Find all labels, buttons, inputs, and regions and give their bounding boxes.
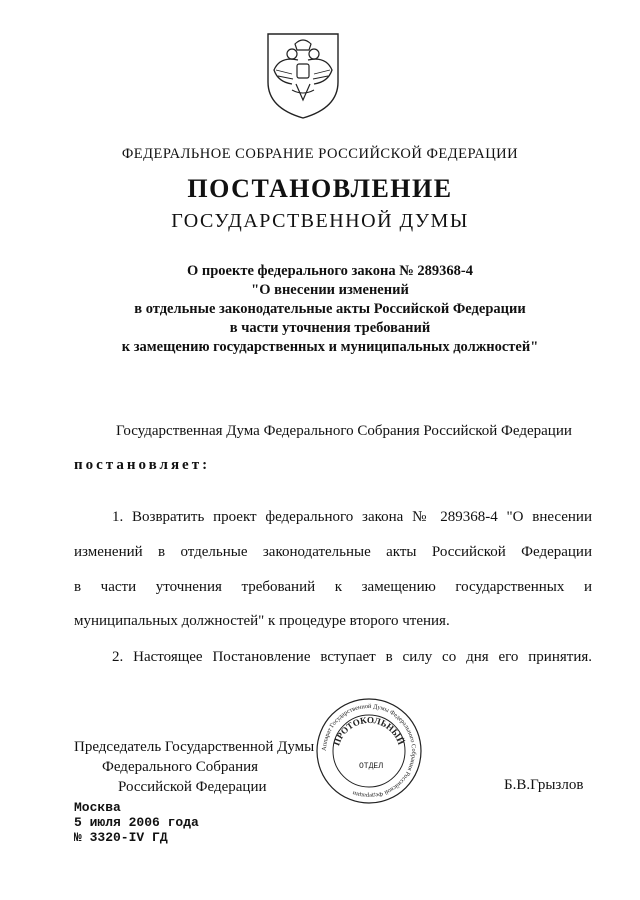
seal-ring-text: Аппарат Государственной Думы Федерального Собрания Российской Федерации — [320, 702, 418, 800]
subject-line: в части уточнения требований — [229, 320, 431, 336]
item-1-line: в части уточнения требований к замещению государственных и — [74, 579, 592, 595]
document-subtitle: ГОСУДАРСТВЕННОЙ ДУМЫ — [171, 210, 469, 232]
item-1-line: муниципальных должностей" к процедуре второго чтения. — [74, 613, 450, 629]
seal-inner-top: ПРОТОКОЛЬНЫЙ — [331, 714, 407, 747]
subject-line: в отдельные законодательные акты Российской Федерации — [134, 301, 526, 317]
document-footer — [74, 800, 199, 845]
subject-line: О проекте федерального закона № 289368-4 — [186, 263, 474, 279]
subject-line: к замещению государственных и муниципальных должностей" — [121, 339, 539, 355]
document-title: ПОСТАНОВЛЕНИЕ — [187, 174, 453, 203]
seal-inner-bottom: ОТДЕЛ — [359, 762, 384, 771]
preamble: Государственная Дума Федерального Собрания Российской Федерации — [116, 423, 572, 439]
coat-of-arms-icon — [262, 30, 344, 120]
organization-name: ФЕДЕРАЛЬНОЕ СОБРАНИЕ РОССИЙСКОЙ ФЕДЕРАЦИИ — [121, 146, 519, 162]
signer-position-line: Председатель Государственной Думы — [74, 739, 315, 755]
item-2: 2. Настоящее Постановление вступает в силу со дня его принятия. — [112, 649, 592, 665]
round-seal-icon — [314, 696, 424, 806]
signer-position — [74, 737, 314, 797]
subject-line: "О внесении изменений — [251, 282, 409, 298]
signer-position-line: Российской Федерации — [118, 779, 267, 795]
svg-text:ПРОТОКОЛЬНЫЙ — [331, 715, 406, 747]
signer-position-line: Федерального Собрания — [102, 759, 259, 775]
footer-number: № 3320-IV ГД — [74, 830, 168, 845]
decree-word: постановляет: — [74, 457, 211, 473]
footer-date: 5 июля 2006 года — [74, 815, 199, 830]
item-1-line: изменений в отдельные законодательные акты Российской Федерации — [74, 544, 592, 560]
footer-city: Москва — [74, 800, 121, 815]
item-1-line: 1. Возвратить проект федерального закона № 289368-4 "О внесении — [112, 509, 592, 525]
signer-name: Б.В.Грызлов — [504, 777, 584, 793]
document-subject — [60, 262, 600, 357]
